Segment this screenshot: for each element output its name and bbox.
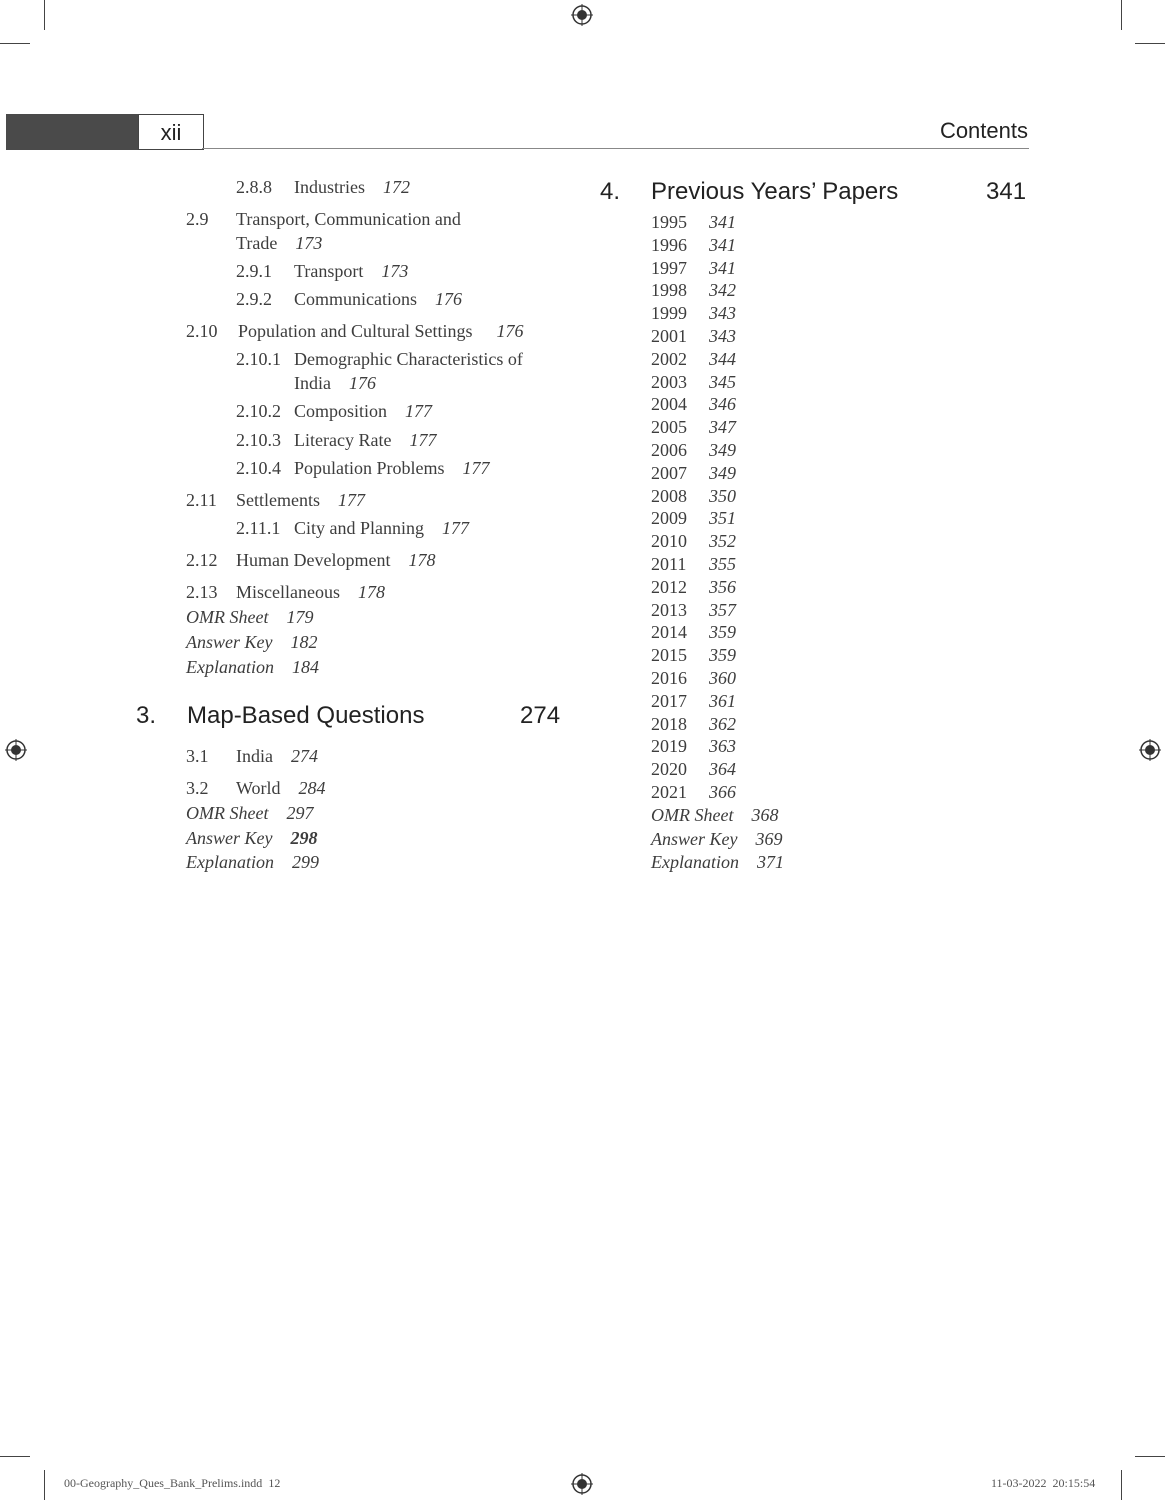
toc-entry-page: 178: [357, 582, 385, 602]
toc-entry-continued[interactable]: [294, 373, 376, 394]
year-entry[interactable]: [651, 691, 736, 712]
year-label: 2008: [651, 485, 687, 506]
registration-mark-icon: [5, 739, 27, 761]
year-page: 355: [709, 554, 736, 574]
chapter-4-page: 341: [986, 178, 1027, 205]
toc-entry-number: 2.12: [186, 550, 218, 570]
toc-entry-title: Human Development: [236, 550, 391, 570]
toc-entry-title: Literacy Rate: [294, 430, 392, 450]
year-label: 1997: [651, 257, 687, 278]
toc-entry-title: Answer Key: [651, 829, 738, 849]
year-entry[interactable]: [651, 622, 736, 643]
toc-entry-page: 177: [442, 518, 469, 538]
toc-entry-answer-key[interactable]: [186, 632, 317, 653]
toc-entry-page: 284: [298, 778, 326, 798]
year-label: 1995: [651, 212, 687, 232]
year-entry[interactable]: [651, 280, 736, 301]
year-page: 341: [709, 257, 736, 278]
crop-mark: [1121, 0, 1122, 30]
year-page: 343: [709, 326, 736, 346]
year-entry[interactable]: [651, 577, 736, 598]
toc-entry-page: 177: [338, 490, 365, 510]
toc-entry-omr-sheet[interactable]: [186, 607, 313, 628]
year-label: 2016: [651, 668, 687, 688]
toc-entry-title: Miscellaneous: [236, 582, 340, 602]
toc-entry-page: 173: [295, 233, 323, 253]
toc-entry-title: Settlements: [236, 490, 320, 510]
toc-entry-number: 2.10: [186, 321, 218, 341]
year-page: 349: [709, 462, 736, 483]
year-entry[interactable]: [651, 554, 736, 575]
toc-entry-number: 2.10.4: [236, 458, 281, 478]
toc-entry-number: 2.11: [186, 490, 217, 510]
year-entry[interactable]: [651, 782, 736, 803]
toc-entry[interactable]: [236, 458, 490, 479]
chapter-4-title[interactable]: Previous Years’ Papers: [651, 178, 899, 205]
toc-entry-number: 2.10.3: [236, 430, 281, 450]
crop-mark: [0, 43, 30, 44]
year-label: 2005: [651, 417, 687, 438]
toc-entry-page: 177: [405, 401, 433, 421]
toc-entry-number: 2.11.1: [236, 518, 281, 538]
year-label: 2013: [651, 599, 687, 620]
header-rule: [202, 148, 1029, 149]
toc-entry-answer-key[interactable]: [186, 828, 317, 849]
year-entry[interactable]: [651, 258, 736, 279]
year-entry[interactable]: [651, 417, 736, 438]
year-entry[interactable]: [651, 440, 736, 461]
year-entry[interactable]: [651, 508, 736, 529]
toc-entry-page: 299: [292, 852, 319, 872]
toc-entry[interactable]: [186, 746, 318, 767]
footer-filename: [64, 1476, 280, 1491]
year-entry[interactable]: [651, 326, 736, 347]
footer-filename-text: 00-Geography_Ques_Bank_Prelims.indd: [64, 1476, 263, 1490]
toc-entry[interactable]: [186, 778, 326, 799]
footer-sheet: 12: [268, 1476, 281, 1490]
toc-entry-title: Answer Key: [186, 828, 273, 848]
toc-entry-page: 177: [409, 430, 437, 450]
year-label: 2006: [651, 440, 687, 460]
toc-entry-page: 176: [496, 321, 524, 341]
year-entry[interactable]: [651, 714, 736, 735]
year-entry[interactable]: [651, 212, 736, 233]
toc-entry-title: Answer Key: [186, 632, 273, 652]
toc-entry-omr-sheet[interactable]: [651, 805, 778, 826]
toc-entry-title: Composition: [294, 401, 388, 421]
toc-entry-title: OMR Sheet: [186, 607, 269, 627]
year-page: 349: [709, 440, 736, 460]
toc-entry-title: Trade: [236, 233, 278, 253]
toc-entry-title: India: [294, 373, 331, 393]
toc-entry-page: 176: [435, 289, 462, 309]
toc-entry-number: 2.8.8: [236, 177, 272, 197]
toc-entry[interactable]: [186, 490, 365, 511]
page-title: Contents: [939, 118, 1028, 143]
toc-entry-answer-key[interactable]: [651, 829, 782, 850]
footer-time: 20:15:54: [1052, 1476, 1096, 1490]
toc-entry-page: 173: [381, 261, 409, 281]
year-page: 346: [709, 394, 736, 415]
toc-entry[interactable]: [236, 430, 436, 451]
year-page: 360: [709, 668, 736, 688]
toc-entry-title: Transport: [294, 261, 364, 281]
year-label: 2009: [651, 508, 687, 529]
crop-mark: [44, 1470, 45, 1500]
year-page: 361: [709, 690, 736, 711]
toc-entry-title: OMR Sheet: [651, 805, 734, 825]
toc-entry-page: 274: [290, 746, 318, 766]
year-page: 343: [709, 303, 736, 324]
registration-mark-icon: [571, 1473, 593, 1495]
year-page: 345: [709, 371, 736, 392]
toc-entry-continued[interactable]: [236, 233, 322, 254]
year-label: 2012: [651, 576, 687, 597]
chapter-3-title[interactable]: Map-Based Questions: [187, 702, 425, 729]
toc-entry-page: 172: [383, 177, 410, 197]
toc-entry-page: 179: [286, 607, 314, 627]
year-page: 363: [709, 736, 736, 757]
year-label: 2011: [651, 554, 687, 574]
toc-entry-title: Explanation: [186, 657, 274, 677]
toc-entry-page: 297: [286, 803, 314, 823]
toc-entry-page: 177: [462, 458, 490, 478]
toc-entry-page: 368: [751, 805, 779, 825]
toc-entry[interactable]: [236, 401, 432, 422]
chapter-3-number: 3.: [136, 702, 157, 729]
toc-entry-title: Communications: [294, 289, 417, 309]
chapter-3-page: 274: [520, 702, 561, 729]
toc-entry-title: World: [236, 778, 281, 798]
toc-entry[interactable]: [236, 518, 469, 539]
toc-entry[interactable]: [236, 289, 462, 310]
year-page: 352: [709, 531, 736, 552]
year-label: 2020: [651, 759, 687, 780]
year-label: 2007: [651, 462, 687, 483]
toc-entry-title: Industries: [294, 177, 365, 197]
crop-mark: [0, 1456, 30, 1457]
toc-entry[interactable]: [186, 582, 385, 603]
chapter-4-number: 4.: [600, 178, 621, 205]
toc-entry-page: 371: [757, 852, 784, 872]
year-entry[interactable]: [651, 235, 736, 256]
toc-entry-title: India: [236, 746, 273, 766]
year-entry[interactable]: [651, 645, 736, 666]
year-page: 364: [709, 759, 736, 780]
toc-entry-explanation[interactable]: [651, 852, 784, 873]
year-label: 1999: [651, 303, 687, 324]
toc-entry-explanation[interactable]: [186, 852, 319, 873]
year-entry[interactable]: [651, 303, 736, 324]
toc-entry-page: 298: [290, 828, 318, 848]
toc-entry-number: 3.1: [186, 746, 209, 766]
registration-mark-icon: [571, 4, 593, 26]
year-page: 347: [709, 417, 736, 438]
toc-entry-page: 369: [755, 829, 783, 849]
year-label: 2010: [651, 531, 687, 552]
year-label: 2021: [651, 782, 687, 802]
year-label: 2003: [651, 371, 687, 392]
year-entry[interactable]: [651, 531, 736, 552]
year-entry[interactable]: [651, 394, 736, 415]
toc-entry-title: OMR Sheet: [186, 803, 269, 823]
crop-mark: [44, 0, 45, 30]
toc-entry-page: 182: [290, 632, 318, 652]
toc-entry-omr-sheet[interactable]: [186, 803, 313, 824]
year-entry[interactable]: [651, 372, 736, 393]
toc-entry-title: Population and Cultural Settings: [238, 321, 473, 341]
toc-entry[interactable]: [236, 261, 408, 282]
toc-entry[interactable]: [236, 349, 523, 370]
toc-entry[interactable]: [186, 550, 435, 571]
year-label: 2001: [651, 326, 687, 346]
year-entry[interactable]: [651, 736, 736, 757]
year-entry[interactable]: [651, 486, 736, 507]
year-page: 362: [709, 713, 736, 734]
year-label: 2002: [651, 348, 687, 369]
toc-entry-title: Population Problems: [294, 458, 445, 478]
toc-entry-number: 2.10.2: [236, 401, 281, 421]
toc-entry-title: Explanation: [186, 852, 274, 872]
toc-entry-number: 3.2: [186, 778, 209, 798]
year-page: 359: [709, 622, 736, 643]
year-entry[interactable]: [651, 349, 736, 370]
page-number: xii: [138, 114, 204, 150]
crop-mark: [1135, 1456, 1165, 1457]
year-label: 2015: [651, 645, 687, 666]
year-entry[interactable]: [651, 600, 736, 621]
year-label: 2019: [651, 736, 687, 757]
header-bar: [6, 114, 139, 150]
year-label: 2004: [651, 394, 687, 415]
year-page: 344: [709, 348, 736, 369]
footer-timestamp: [991, 1476, 1095, 1491]
toc-entry-number: 2.9: [186, 209, 209, 229]
toc-entry-title: Transport, Communication and: [236, 209, 461, 229]
toc-entry-title: City and Planning: [294, 518, 424, 538]
crop-mark: [1121, 1470, 1122, 1500]
toc-entry-explanation[interactable]: [186, 657, 319, 678]
toc-entry[interactable]: [186, 321, 524, 342]
toc-entry-number: 2.13: [186, 582, 218, 602]
toc-entry[interactable]: [186, 209, 461, 230]
crop-mark: [1135, 43, 1165, 44]
toc-entry-number: 2.9.1: [236, 261, 272, 281]
year-label: 1996: [651, 234, 687, 255]
toc-entry-page: 176: [348, 373, 376, 393]
year-entry[interactable]: [651, 463, 736, 484]
toc-entry-number: 2.10.1: [236, 349, 281, 369]
year-page: 359: [709, 645, 736, 666]
footer-date: 11-03-2022: [991, 1476, 1047, 1490]
year-page: 342: [709, 280, 736, 301]
year-page: 366: [709, 782, 736, 802]
registration-mark-icon: [1139, 739, 1161, 761]
year-label: 2014: [651, 622, 687, 643]
toc-entry-title: Explanation: [651, 852, 739, 872]
toc-entry-number: 2.9.2: [236, 289, 272, 309]
toc-entry-title: Demographic Characteristics of: [294, 349, 523, 369]
toc-entry[interactable]: [236, 177, 410, 198]
year-page: 351: [709, 508, 736, 529]
year-entry[interactable]: [651, 668, 736, 689]
year-label: 2017: [651, 690, 687, 711]
toc-entry-page: 178: [408, 550, 436, 570]
year-page: 341: [709, 212, 736, 232]
year-entry[interactable]: [651, 759, 736, 780]
year-page: 350: [709, 485, 736, 506]
year-label: 2018: [651, 713, 687, 734]
year-page: 341: [709, 234, 736, 255]
toc-entry-page: 184: [292, 657, 319, 677]
year-page: 357: [709, 599, 736, 620]
year-label: 1998: [651, 280, 687, 301]
year-page: 356: [709, 576, 736, 597]
